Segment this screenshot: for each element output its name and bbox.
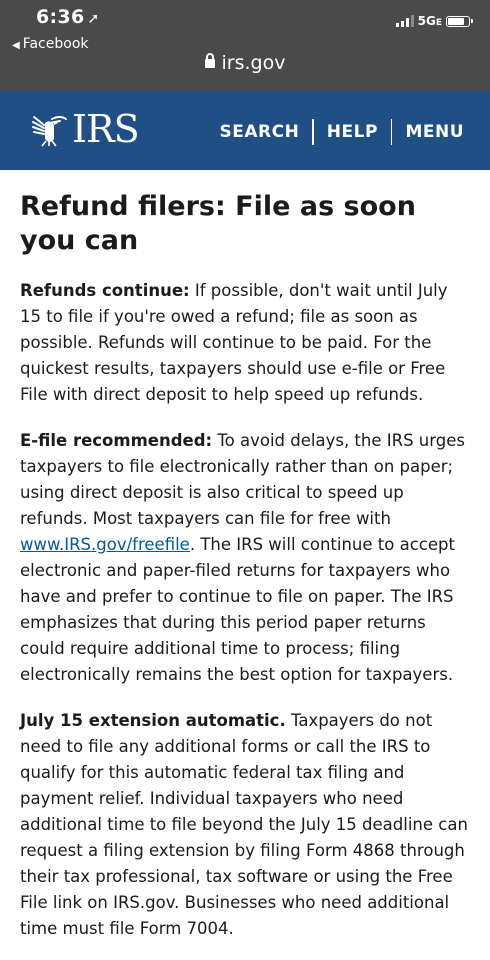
lock-icon xyxy=(205,59,215,68)
back-app-label: Facebook xyxy=(22,36,89,52)
paragraph-efile-recommended xyxy=(20,428,472,688)
paragraph-lead: Refunds continue: xyxy=(20,281,190,300)
browser-chrome xyxy=(0,0,490,91)
irs-logo-text: IRS xyxy=(72,107,139,151)
paragraph-text: . The IRS will continue to accept electronic and paper-filed returns for taxpayers who have and prefer to continue to file on paper. The IRS emphasizes that during this period paper returns could require additional time to process; filing electronically remains the best option for taxpayers. xyxy=(20,535,455,684)
paragraph-text: If possible, don't wait until July 15 to file if you're owed a refund; file as soon as possible. Refunds will continue to be paid. For the quickest results, taxpayers should use e-file or Free File with direct deposit to help speed up refunds. xyxy=(20,281,448,404)
paragraph-text: Taxpayers do not need to file any additional forms or call the IRS to qualify for this automatic federal tax filing and payment relief. Individual taxpayers who need additional time to file beyond the July 15 deadline can request a filing extension by filing Form 4868 through their tax professional, tax software or using the Free File link on IRS.gov. Businesses who need additional time must file Form 7004. xyxy=(20,711,468,938)
url-text: irs.gov xyxy=(221,52,286,74)
paragraph-extension-automatic xyxy=(20,708,472,942)
site-header xyxy=(0,91,490,170)
paragraph-lead: July 15 extension automatic. xyxy=(20,711,286,730)
paragraph-lead: E-file recommended: xyxy=(20,431,213,450)
page-title: Refund filers: File as soon you can xyxy=(20,191,416,256)
nav-search[interactable]: SEARCH xyxy=(219,122,300,142)
paragraph-refunds-continue xyxy=(20,278,472,408)
location-arrow-icon: ➚ xyxy=(87,11,100,27)
network-type: 5GE xyxy=(417,14,442,28)
freefile-link[interactable]: www.IRS.gov/freefile xyxy=(20,535,190,554)
nav-divider xyxy=(391,119,393,145)
signal-strength-icon xyxy=(396,15,414,27)
eagle-icon xyxy=(30,111,70,147)
clock-text: 6:36 xyxy=(36,6,85,28)
irs-logo-link[interactable] xyxy=(30,109,139,149)
status-indicators xyxy=(396,13,470,29)
article xyxy=(20,190,472,942)
nav-help[interactable]: HELP xyxy=(326,122,378,142)
address-bar[interactable] xyxy=(0,52,490,74)
main-nav xyxy=(219,119,464,145)
back-to-app-button[interactable] xyxy=(12,36,89,52)
paragraph-text: To avoid delays, the IRS urges taxpayers to file electronically rather than on paper; using direct deposit is also critical to speed up refunds. Most taxpayers can file for free with xyxy=(20,431,465,528)
back-triangle-icon: ◀ xyxy=(12,40,20,51)
nav-menu[interactable]: MENU xyxy=(405,122,464,142)
battery-icon xyxy=(446,16,470,27)
nav-divider xyxy=(312,119,314,145)
status-time xyxy=(36,6,100,28)
